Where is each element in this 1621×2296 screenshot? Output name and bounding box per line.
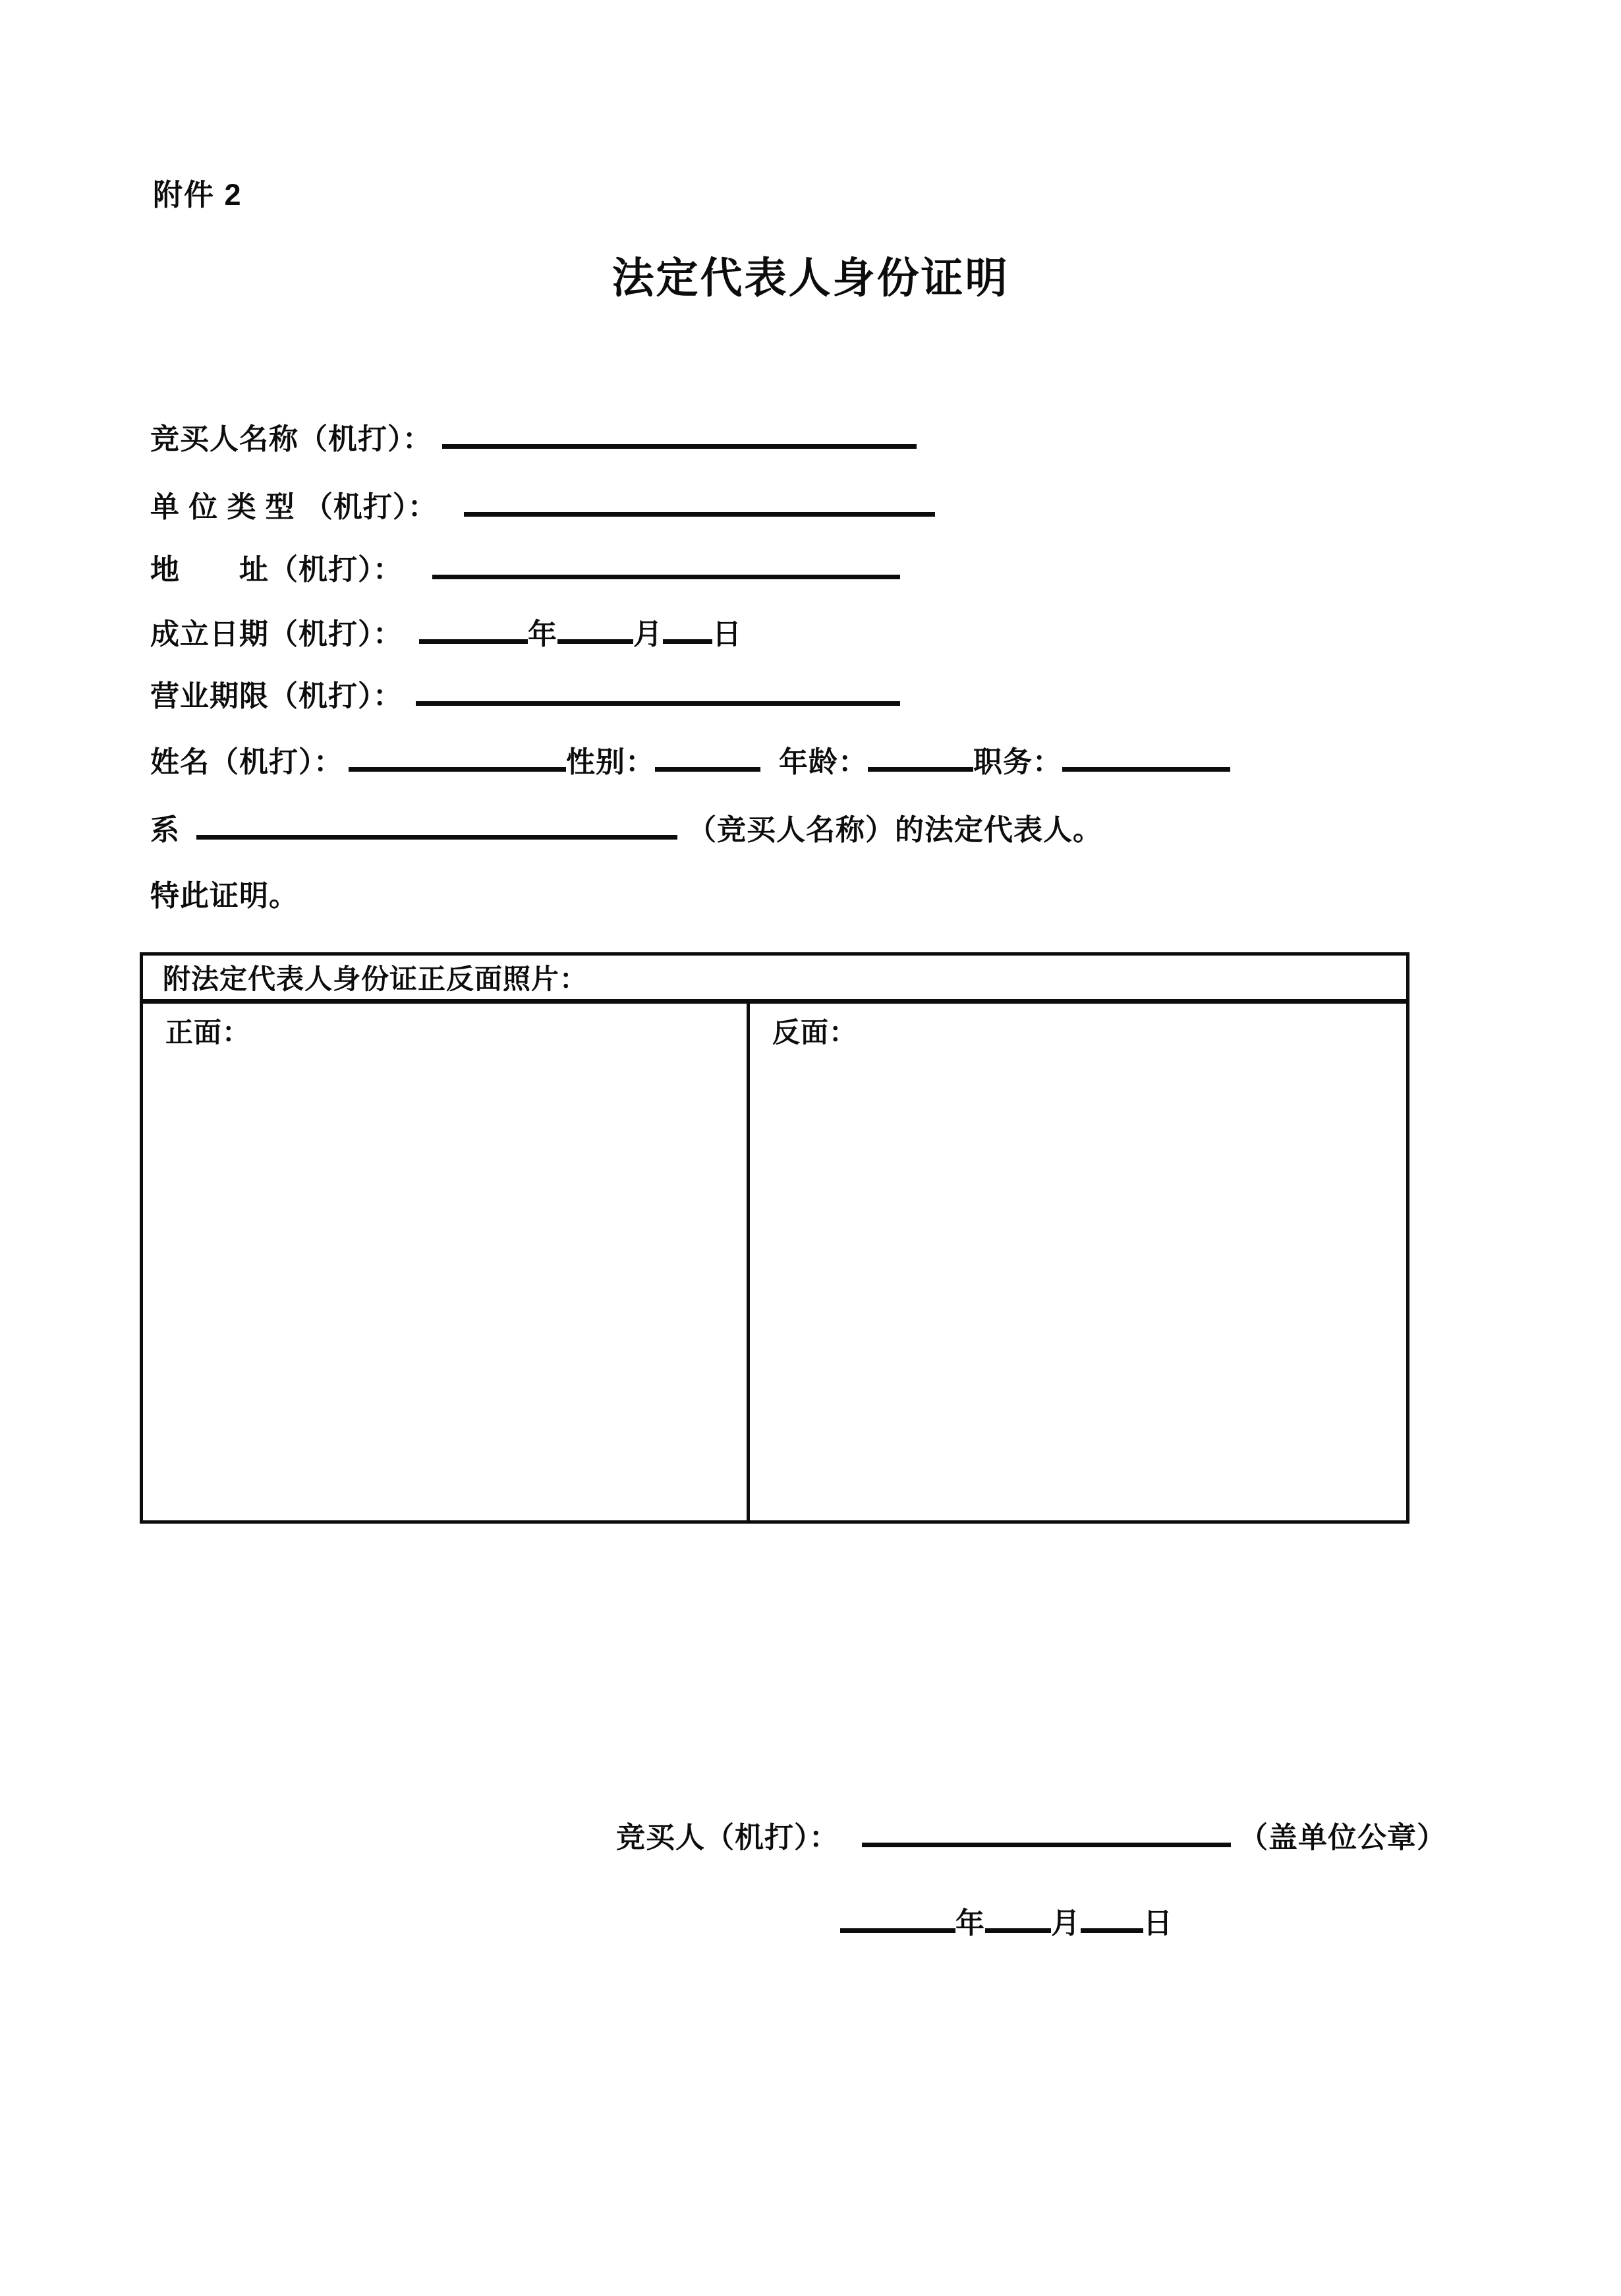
relation-prefix: 系 [150, 814, 180, 846]
position-label: 职务： [973, 746, 1062, 778]
gender-label: 性别： [566, 746, 655, 778]
field-line-person [150, 741, 1230, 781]
address-label: 地 址（机打）： [150, 554, 403, 586]
month-char: 月 [633, 618, 663, 650]
attachment-label: 附件 2 [153, 178, 242, 212]
establish-date-label: 成立日期（机打）： [150, 618, 403, 650]
field-line-address [150, 548, 900, 588]
photo-back-label: 反面： [772, 1017, 858, 1048]
certify-text: 特此证明。 [150, 880, 299, 912]
footer-date-line [840, 1902, 1173, 1942]
field-line-unit-type [150, 486, 935, 526]
establish-year-blank [419, 613, 528, 644]
name-blank [349, 741, 566, 772]
establish-day-blank [663, 613, 712, 644]
footer-buyer-blank [862, 1816, 1231, 1847]
year-char: 年 [528, 618, 557, 650]
gender-blank [655, 741, 760, 772]
footer-day-char: 日 [1143, 1907, 1173, 1939]
footer-buyer-label: 竞买人（机打）： [616, 1822, 839, 1854]
footer-year-blank [840, 1902, 955, 1933]
footer-day-blank [1081, 1902, 1143, 1933]
day-char: 日 [712, 618, 742, 650]
establish-month-blank [557, 613, 633, 644]
business-term-blank [416, 675, 900, 706]
footer-buyer-line [616, 1816, 1446, 1856]
photo-back-cell [750, 1004, 1406, 1520]
footer-month-char: 月 [1051, 1907, 1081, 1939]
age-blank [868, 741, 973, 772]
buyer-name-label: 竞买人名称（机打）： [150, 423, 432, 455]
name-label: 姓名（机打）： [150, 746, 343, 778]
certify-statement [150, 878, 299, 915]
business-term-label: 营业期限（机打）： [150, 680, 403, 712]
unit-type-blank [464, 486, 935, 517]
footer-seal-label: （盖单位公章） [1239, 1822, 1446, 1854]
address-blank [432, 548, 900, 579]
unit-type-label: 单 位 类 型 （机打）： [150, 491, 438, 523]
footer-year-char: 年 [955, 1907, 985, 1939]
photo-front-cell [143, 1004, 750, 1520]
field-line-business-term [150, 675, 900, 715]
field-line-relation [150, 809, 1102, 849]
relation-blank [196, 809, 677, 840]
position-blank [1062, 741, 1230, 772]
photo-box-header: 附法定代表人身份证正反面照片： [143, 956, 1406, 1004]
age-label: 年龄： [779, 746, 868, 778]
photo-front-label: 正面： [165, 1017, 251, 1048]
buyer-name-blank [442, 418, 917, 449]
page-title: 法定代表人身份证明 [611, 254, 1010, 302]
spacer [760, 771, 779, 772]
footer-month-blank [985, 1902, 1051, 1933]
relation-suffix: （竞买人名称）的法定代表人。 [687, 814, 1102, 846]
field-line-buyer-name [150, 418, 917, 458]
id-photo-box [140, 952, 1409, 1524]
field-line-establish-date [150, 613, 742, 653]
photo-box-columns [143, 1004, 1406, 1520]
